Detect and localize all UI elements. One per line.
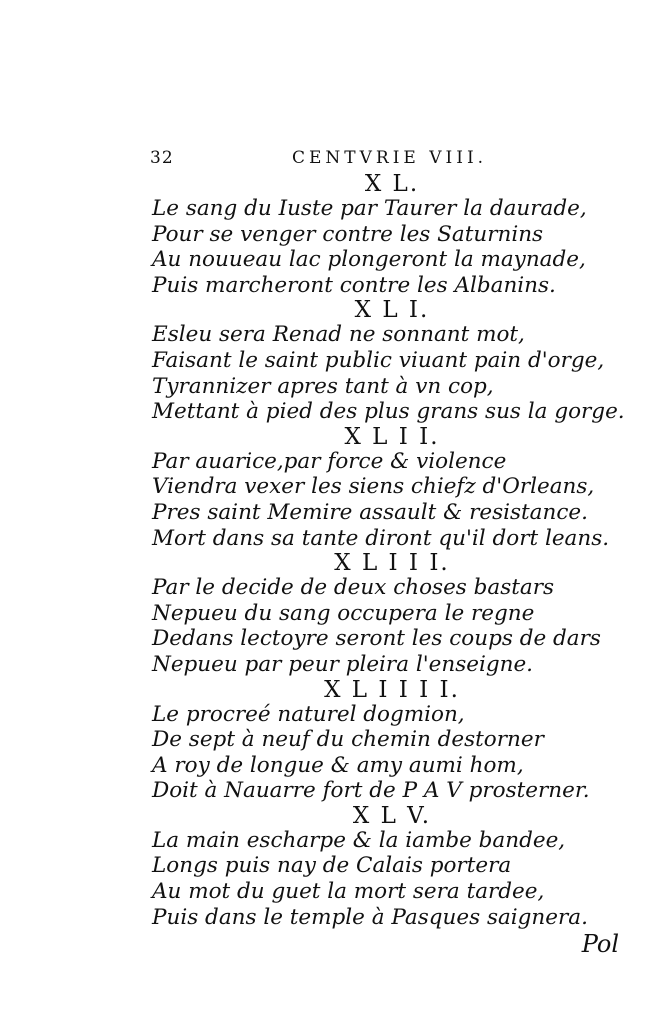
quatrain-number: X L. (364, 171, 420, 197)
quatrain-number: X L I I I I. (324, 676, 460, 703)
verse-line: Par le decide de deux choses bastars (152, 575, 555, 601)
verse-line: Viendra vexer les siens chiefz d'Orleans, (152, 474, 595, 500)
quatrain (152, 676, 590, 804)
catchword: Pol (581, 930, 619, 958)
verse-line: Pres saint Memire assault & resistance. (152, 499, 588, 525)
verse-line: Le procreé naturel dogmion, (152, 701, 465, 727)
verse-line: De sept à neuf du chemin destorner (152, 727, 544, 753)
verse-line: Puis marcheront contre les Albanins. (152, 272, 556, 298)
quatrain (152, 802, 588, 930)
quatrain (152, 550, 601, 677)
verse-line: Doit à Nauarre fort de P A V prosterner. (152, 778, 590, 804)
verse-line: Au nouueau lac plongeront la maynade, (152, 247, 586, 273)
verse-line: Mettant à pied des plus grans sus la gorge. (152, 399, 625, 425)
text-block (152, 171, 625, 930)
verse-line: Longs puis nay de Calais portera (152, 853, 512, 879)
verse-line: Tyrannizer apres tant à vn cop, (152, 373, 494, 399)
running-head (150, 148, 530, 172)
quatrain-number: X L I I. (344, 423, 440, 450)
verse-line: Le sang du Iuste par Taurer la daurade, (152, 196, 587, 221)
verse-line: Pour se venger contre les Saturnins (152, 221, 544, 247)
verse-line: Au mot du guet la mort sera tardee, (152, 879, 545, 905)
verse-line: Esleu sera Renad ne sonnant mot, (152, 322, 525, 348)
quatrain-number: X L V. (352, 802, 432, 829)
verse-line: Mort dans sa tante diront qu'il dort leans. (152, 525, 610, 551)
quatrain (152, 171, 587, 298)
running-title: CENTVRIE VIII. (292, 148, 488, 168)
quatrain (152, 297, 625, 425)
verse-line: Dedans lectoyre seront les coups de dars (152, 626, 601, 652)
verse-line: Nepueu par peur pleira l'enseigne. (152, 651, 534, 677)
verse-line: Nepueu du sang occupera le regne (152, 600, 535, 626)
verse-line: Puis dans le temple à Pasques saignera. (152, 904, 588, 930)
verse-line: Faisant le saint public viuant pain d'orge, (152, 347, 605, 373)
quatrain-number: X L I. (354, 297, 430, 324)
verse-line: Par auarice,par force & violence (152, 448, 507, 474)
verse-line: La main escharpe & la iambe bandee, (152, 827, 566, 853)
verse-line: A roy de longue & amy aumi hom, (152, 752, 524, 778)
quatrain (152, 423, 610, 551)
quatrain-number: X L I I I. (334, 550, 450, 577)
page-number: 32 (150, 148, 174, 168)
